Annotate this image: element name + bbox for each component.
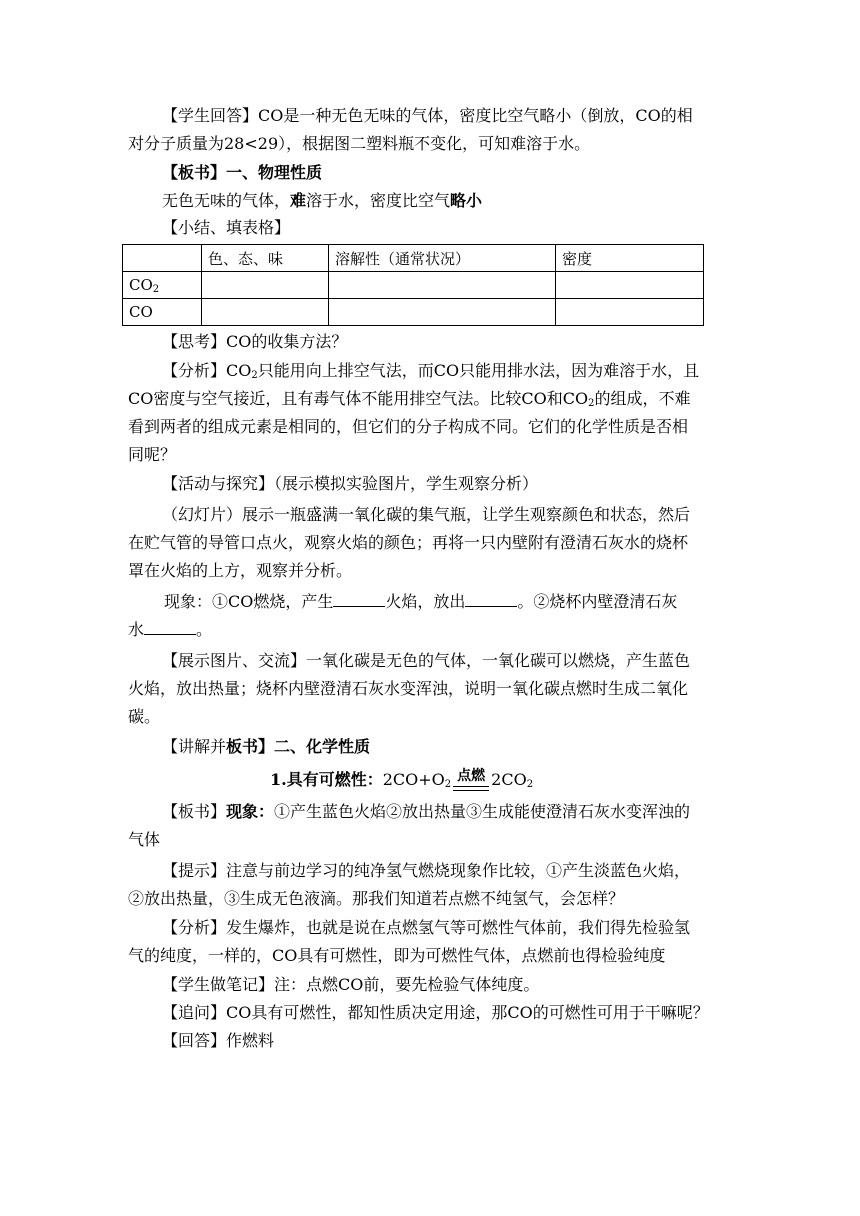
table-row (123, 272, 704, 299)
hint-line2: ②放出热量，③生成无色液滴。那我们知道若点燃不纯氢气，会怎样？ (128, 889, 625, 908)
chemical-properties-heading: 【讲解并板书】二、化学性质 (162, 737, 371, 756)
properties-table (122, 244, 704, 326)
activity-heading: 【活动与探究】（展示模拟实验图片，学生观察分析） (162, 474, 539, 493)
table-cell (556, 299, 704, 326)
student-notes: 【学生做笔记】注：点燃CO前，要先检验气体纯度。 (162, 975, 540, 994)
table-header-cell (123, 245, 202, 272)
table-header-cell: 溶解性（通常状况） (329, 245, 556, 272)
summary-table-heading: 【小结、填表格】 (162, 218, 291, 237)
fill-blank[interactable] (144, 620, 196, 635)
table-cell (556, 272, 704, 299)
hint-line1: 【提示】注意与前边学习的纯净氢气燃烧现象作比较，①产生淡蓝色火焰， (162, 861, 691, 880)
analysis-line4: 同呢？ (128, 445, 177, 464)
answer-fuel: 【回答】作燃料 (162, 1031, 275, 1050)
fill-blank[interactable] (333, 592, 385, 607)
table-header-row (123, 245, 704, 272)
board-physical-properties: 【板书】一、物理性质 (162, 163, 323, 182)
board-phenomenon-line2: 气体 (128, 830, 161, 849)
table-header-cell: 密度 (556, 245, 704, 272)
exchange-line2: 火焰，放出热量；烧杯内壁澄清石灰水变浑浊，说明一氧化碳点燃时生成二氧化 (128, 679, 689, 698)
analysis-line2: CO密度与空气接近，且有毒气体不能用排空气法。比较CO和$CO_2$的组成，不难 (128, 389, 691, 409)
physical-properties-text: 无色无味的气体，难溶于水，密度比空气略小 (162, 191, 483, 210)
exchange-line3: 碳。 (128, 707, 161, 726)
table-cell (202, 272, 329, 299)
slide-text-line2: 在贮气管的导管口点火，观察火焰的颜色；再将一只内壁附有澄清石灰水的烧杯 (128, 533, 689, 552)
student-answer-line2: 对分子质量为28<29），根据图二塑料瓶不变化，可知难溶于水。 (128, 134, 591, 153)
table-cell (202, 299, 329, 326)
row-label-co2: $CO_2$ (123, 272, 202, 299)
reaction-arrow: 点燃 (451, 775, 491, 795)
slide-text-line3: 罩在火焰的上方，观察并分析。 (128, 561, 353, 580)
table-cell (329, 299, 556, 326)
combustion-equation: 1.具有可燃性：$2CO+O_2$ 点燃 $2CO_2$ (270, 770, 670, 795)
follow-up-question: 【追问】CO具有可燃性，都知性质决定用途，那CO的可燃性可用于干嘛呢？ (162, 1003, 709, 1022)
phenomenon-line2: 水 。 (128, 620, 213, 639)
fill-blank[interactable] (465, 592, 517, 607)
row-label-co: CO (123, 299, 202, 326)
table-row (123, 299, 704, 326)
exchange-line1: 【展示图片、交流】一氧化碳是无色的气体，一氧化碳可以燃烧，产生蓝色 (162, 651, 691, 670)
table-cell (329, 272, 556, 299)
analysis2-line1: 【分析】发生爆炸，也就是说在点燃氢气等可燃性气体前，我们得先检验氢 (162, 918, 691, 937)
table-header-cell: 色、态、味 (202, 245, 329, 272)
analysis-line3: 看到两者的组成元素是相同的，但它们的分子构成不同。它们的化学性质是否相 (128, 417, 689, 436)
think-question: 【思考】CO的收集方法？ (162, 332, 348, 351)
slide-text-line1: （幻灯片）展示一瓶盛满一氧化碳的集气瓶，让学生观察颜色和状态，然后 (162, 505, 691, 524)
student-answer-line1: 【学生回答】CO是一种无色无味的气体，密度比空气略小（倒放，CO的相 (162, 106, 693, 125)
analysis-line1: 【分析】$CO_2$只能用向上排空气法，而CO只能用排水法，因为难溶于水，且 (162, 361, 700, 381)
phenomenon-line1: 现象：①CO燃烧，产生 火焰，放出 。②烧杯内壁澄清石灰 (164, 592, 678, 611)
board-phenomenon-line1: 【板书】现象：①产生蓝色火焰②放出热量③生成能使澄清石灰水变浑浊的 (162, 802, 691, 821)
analysis2-line2: 气的纯度，一样的，CO具有可燃性，即为可燃性气体，点燃前也得检验纯度 (128, 946, 666, 965)
